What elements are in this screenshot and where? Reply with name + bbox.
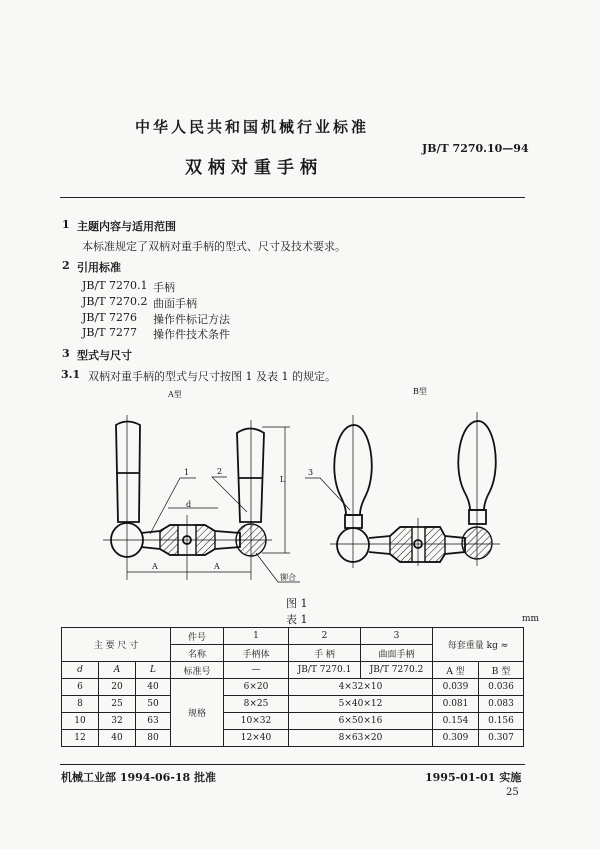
section-2-num: 2 (62, 259, 70, 272)
approval-note: 机械工业部 1994-06-18 批准 (61, 771, 217, 784)
name-3: 曲面手柄 (361, 645, 433, 662)
spec-label: 规格 (171, 679, 224, 747)
cell-d: 12 (62, 730, 99, 747)
ref-code: JB/T 7276 (82, 311, 138, 324)
part-3-label: 3 (308, 468, 314, 477)
standard-code: JB/T 7270.10—94 (422, 142, 529, 155)
ref-name: 操作件技术条件 (153, 328, 230, 341)
cell-weight-a: 0.154 (433, 713, 479, 730)
table-caption: 表 1 (286, 613, 308, 626)
cell-weight-a: 0.309 (433, 730, 479, 747)
cell-handle: 8×63×20 (289, 730, 433, 747)
section-2-title: 引用标准 (77, 261, 121, 274)
part-no-3: 3 (361, 628, 433, 645)
cell-body: 12×40 (224, 730, 289, 747)
part-2-label: 2 (217, 467, 223, 476)
ref-name: 曲面手柄 (153, 297, 197, 310)
cell-l: 50 (136, 696, 171, 713)
ref-name: 手柄 (153, 281, 175, 294)
cell-weight-b: 0.156 (479, 713, 524, 730)
section-3-1-num: 3.1 (61, 368, 81, 381)
header-weight-a: A 型 (433, 662, 479, 679)
header-name: 名称 (171, 645, 224, 662)
part-1-label: 1 (184, 468, 190, 477)
effective-note: 1995-01-01 实施 (425, 771, 522, 784)
cell-a: 40 (99, 730, 136, 747)
header-part-no: 件号 (171, 628, 224, 645)
type-b-label: B型 (413, 387, 427, 396)
header-d: d (62, 662, 99, 679)
type-a-label: A型 (168, 390, 182, 399)
header-l: L (136, 662, 171, 679)
section-1-num: 1 (62, 218, 70, 231)
figure-caption: 图 1 (286, 597, 308, 610)
cell-handle: 5×40×12 (289, 696, 433, 713)
document-title: 双柄对重手柄 (185, 158, 323, 178)
header-standard: 标准号 (171, 662, 224, 679)
cell-weight-a: 0.081 (433, 696, 479, 713)
cell-d: 6 (62, 679, 99, 696)
cell-l: 80 (136, 730, 171, 747)
ref-code: JB/T 7277 (82, 326, 138, 339)
dim-l-label: L (280, 475, 286, 484)
dimensions-table (61, 627, 524, 747)
cell-d: 8 (62, 696, 99, 713)
ref-code: JB/T 7270.1 (82, 279, 148, 292)
cell-body: 8×25 (224, 696, 289, 713)
page-number: 25 (506, 787, 519, 798)
cell-weight-b: 0.083 (479, 696, 524, 713)
ref-name: 操作件标记方法 (153, 313, 230, 326)
dim-a-label: A (152, 562, 158, 571)
cell-d: 10 (62, 713, 99, 730)
section-1-title: 主题内容与适用范围 (77, 220, 176, 233)
section-3-num: 3 (62, 347, 70, 360)
std-3: JB/T 7270.2 (361, 662, 433, 679)
issuing-org: 中华人民共和国机械行业标准 (135, 118, 370, 136)
cell-l: 40 (136, 679, 171, 696)
table-row (62, 696, 524, 713)
table-unit: mm (522, 614, 540, 624)
cell-l: 63 (136, 713, 171, 730)
cell-a: 20 (99, 679, 136, 696)
type-a-handle-drawing (103, 415, 300, 582)
name-2: 手 柄 (289, 645, 361, 662)
section-3-title: 型式与尺寸 (77, 349, 132, 362)
cell-body: 10×32 (224, 713, 289, 730)
cell-body: 6×20 (224, 679, 289, 696)
rivet-label: 铆合 (280, 573, 296, 582)
section-3-1-body: 双柄对重手柄的型式与尺寸按图 1 及表 1 的规定。 (88, 370, 336, 383)
type-b-handle-drawing (305, 412, 500, 568)
header-weight: 每套重量 kg ≈ (433, 628, 524, 662)
footer-rule (60, 764, 525, 765)
cell-a: 25 (99, 696, 136, 713)
cell-handle: 6×50×16 (289, 713, 433, 730)
cell-weight-b: 0.036 (479, 679, 524, 696)
section-1-body: 本标准规定了双柄对重手柄的型式、尺寸及技术要求。 (82, 240, 346, 253)
part-no-2: 2 (289, 628, 361, 645)
table-row (62, 679, 524, 696)
header-weight-b: B 型 (479, 662, 524, 679)
dim-a-label: A (214, 562, 220, 571)
header-a: A (99, 662, 136, 679)
name-1: 手柄体 (224, 645, 289, 662)
table-row (62, 730, 524, 747)
cell-weight-a: 0.039 (433, 679, 479, 696)
std-2: JB/T 7270.1 (289, 662, 361, 679)
cell-weight-b: 0.307 (479, 730, 524, 747)
dim-d-label: d (186, 500, 192, 509)
table-row (62, 713, 524, 730)
part-no-1: 1 (224, 628, 289, 645)
cell-handle: 4×32×10 (289, 679, 433, 696)
std-1: — (224, 662, 289, 679)
header-main-dims: 主 要 尺 寸 (62, 628, 171, 662)
ref-code: JB/T 7270.2 (82, 295, 148, 308)
cell-a: 32 (99, 713, 136, 730)
